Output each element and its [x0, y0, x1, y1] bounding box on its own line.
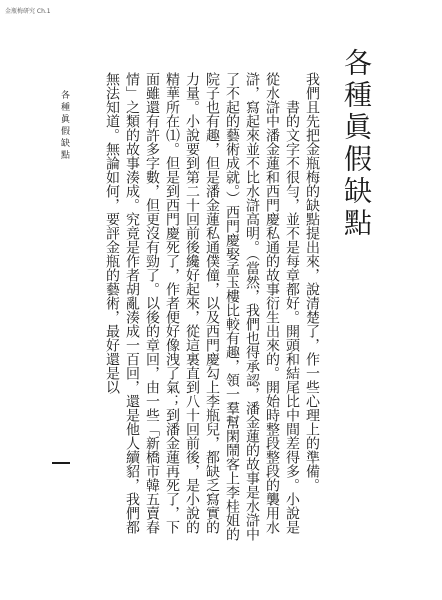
paragraph-2: 書的文字不很勻，並不是每章都好。開頭和結尾比中間差得多。小說是從水滸中潘金蓮和西門慶私通的故事衍生出來的。開始時整段整段的襲用水滸，寫起來並不比水滸高明。（當然，我們也得承認，潘金蓮的故事是水滸中了不起的藝術成就。）西門慶娶孟玉樓比較有趣，領一羣幫閑鬧客上李桂姐的院子也有趣，但是潘金蓮私通僕僮，以及西門慶勾上李瓶兒，都缺乏寫實的力量。小說要到第二十回前後纔好起來，從這裏直到八十回前後，是小說的精華所在⑴。但是到西門慶死了，作者便好像洩了氣；到潘金蓮再死了，下面雖還有許多字數，但更沒有勁了。以後的章回，由一些「新橋市韓五賣春情」之類的故事湊成。究竟是作者胡亂湊成一百回，還是他人續貂，我們都無法知道。無論如何，要評金瓶的藝術，最好還是以 — [104, 72, 300, 541]
page-number — [52, 462, 70, 464]
paragraph-1: 我們且先把金瓶梅的缺點提出來，說清楚了，作一些心理上的準備。 — [304, 72, 320, 492]
section-title: 各種眞假缺點 — [340, 48, 373, 240]
watermark-text: 金瓶梅研究 Ch.1 — [5, 8, 51, 15]
body-text — [82, 72, 322, 542]
running-head: 各種眞假缺點 — [59, 90, 69, 162]
